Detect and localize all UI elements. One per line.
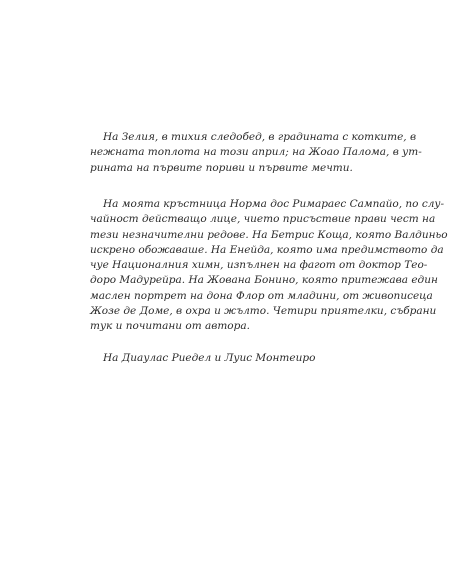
dedication-paragraph-1	[90, 130, 422, 176]
text-line: рината на първите пориви и първите мечти.	[90, 161, 353, 174]
text-line: тези незначителни редове. На Бетрис Коща, която Валдиньо	[90, 228, 448, 241]
dedication-paragraph-2	[90, 197, 448, 335]
text-line: Жозе де Доме, в охра и жълто. Четири приятелки, събрани	[90, 305, 437, 318]
text-line: На Зелия, в тихия следобед, в градината с котките, в	[103, 131, 417, 143]
dedication-paragraph-3	[90, 351, 368, 366]
text-line: На Диаулас Риедел и Луис Монтеиро	[103, 352, 316, 364]
text-line: На моята кръстница Норма дос Римараес Сампайо, по слу-	[103, 198, 445, 210]
text-line: чайност действащо лице, чието присъствие прави чест на	[90, 213, 436, 226]
text-line: нежната топлота на този април; на Жоао Палома, в ут-	[90, 146, 422, 159]
text-line: чуе Националния химн, изпълнен на фагот от доктор Тео-	[90, 259, 428, 272]
text-line: тук и почитани от автора.	[90, 320, 250, 333]
text-line: доро Мадурейра. На Жована Бонино, която притежава един	[90, 274, 438, 287]
text-line: маслен портрет на дона Флор от младини, от живописеца	[90, 289, 433, 302]
text-line: искрено обожаваше. На Енейда, която има предимството да	[90, 243, 444, 256]
